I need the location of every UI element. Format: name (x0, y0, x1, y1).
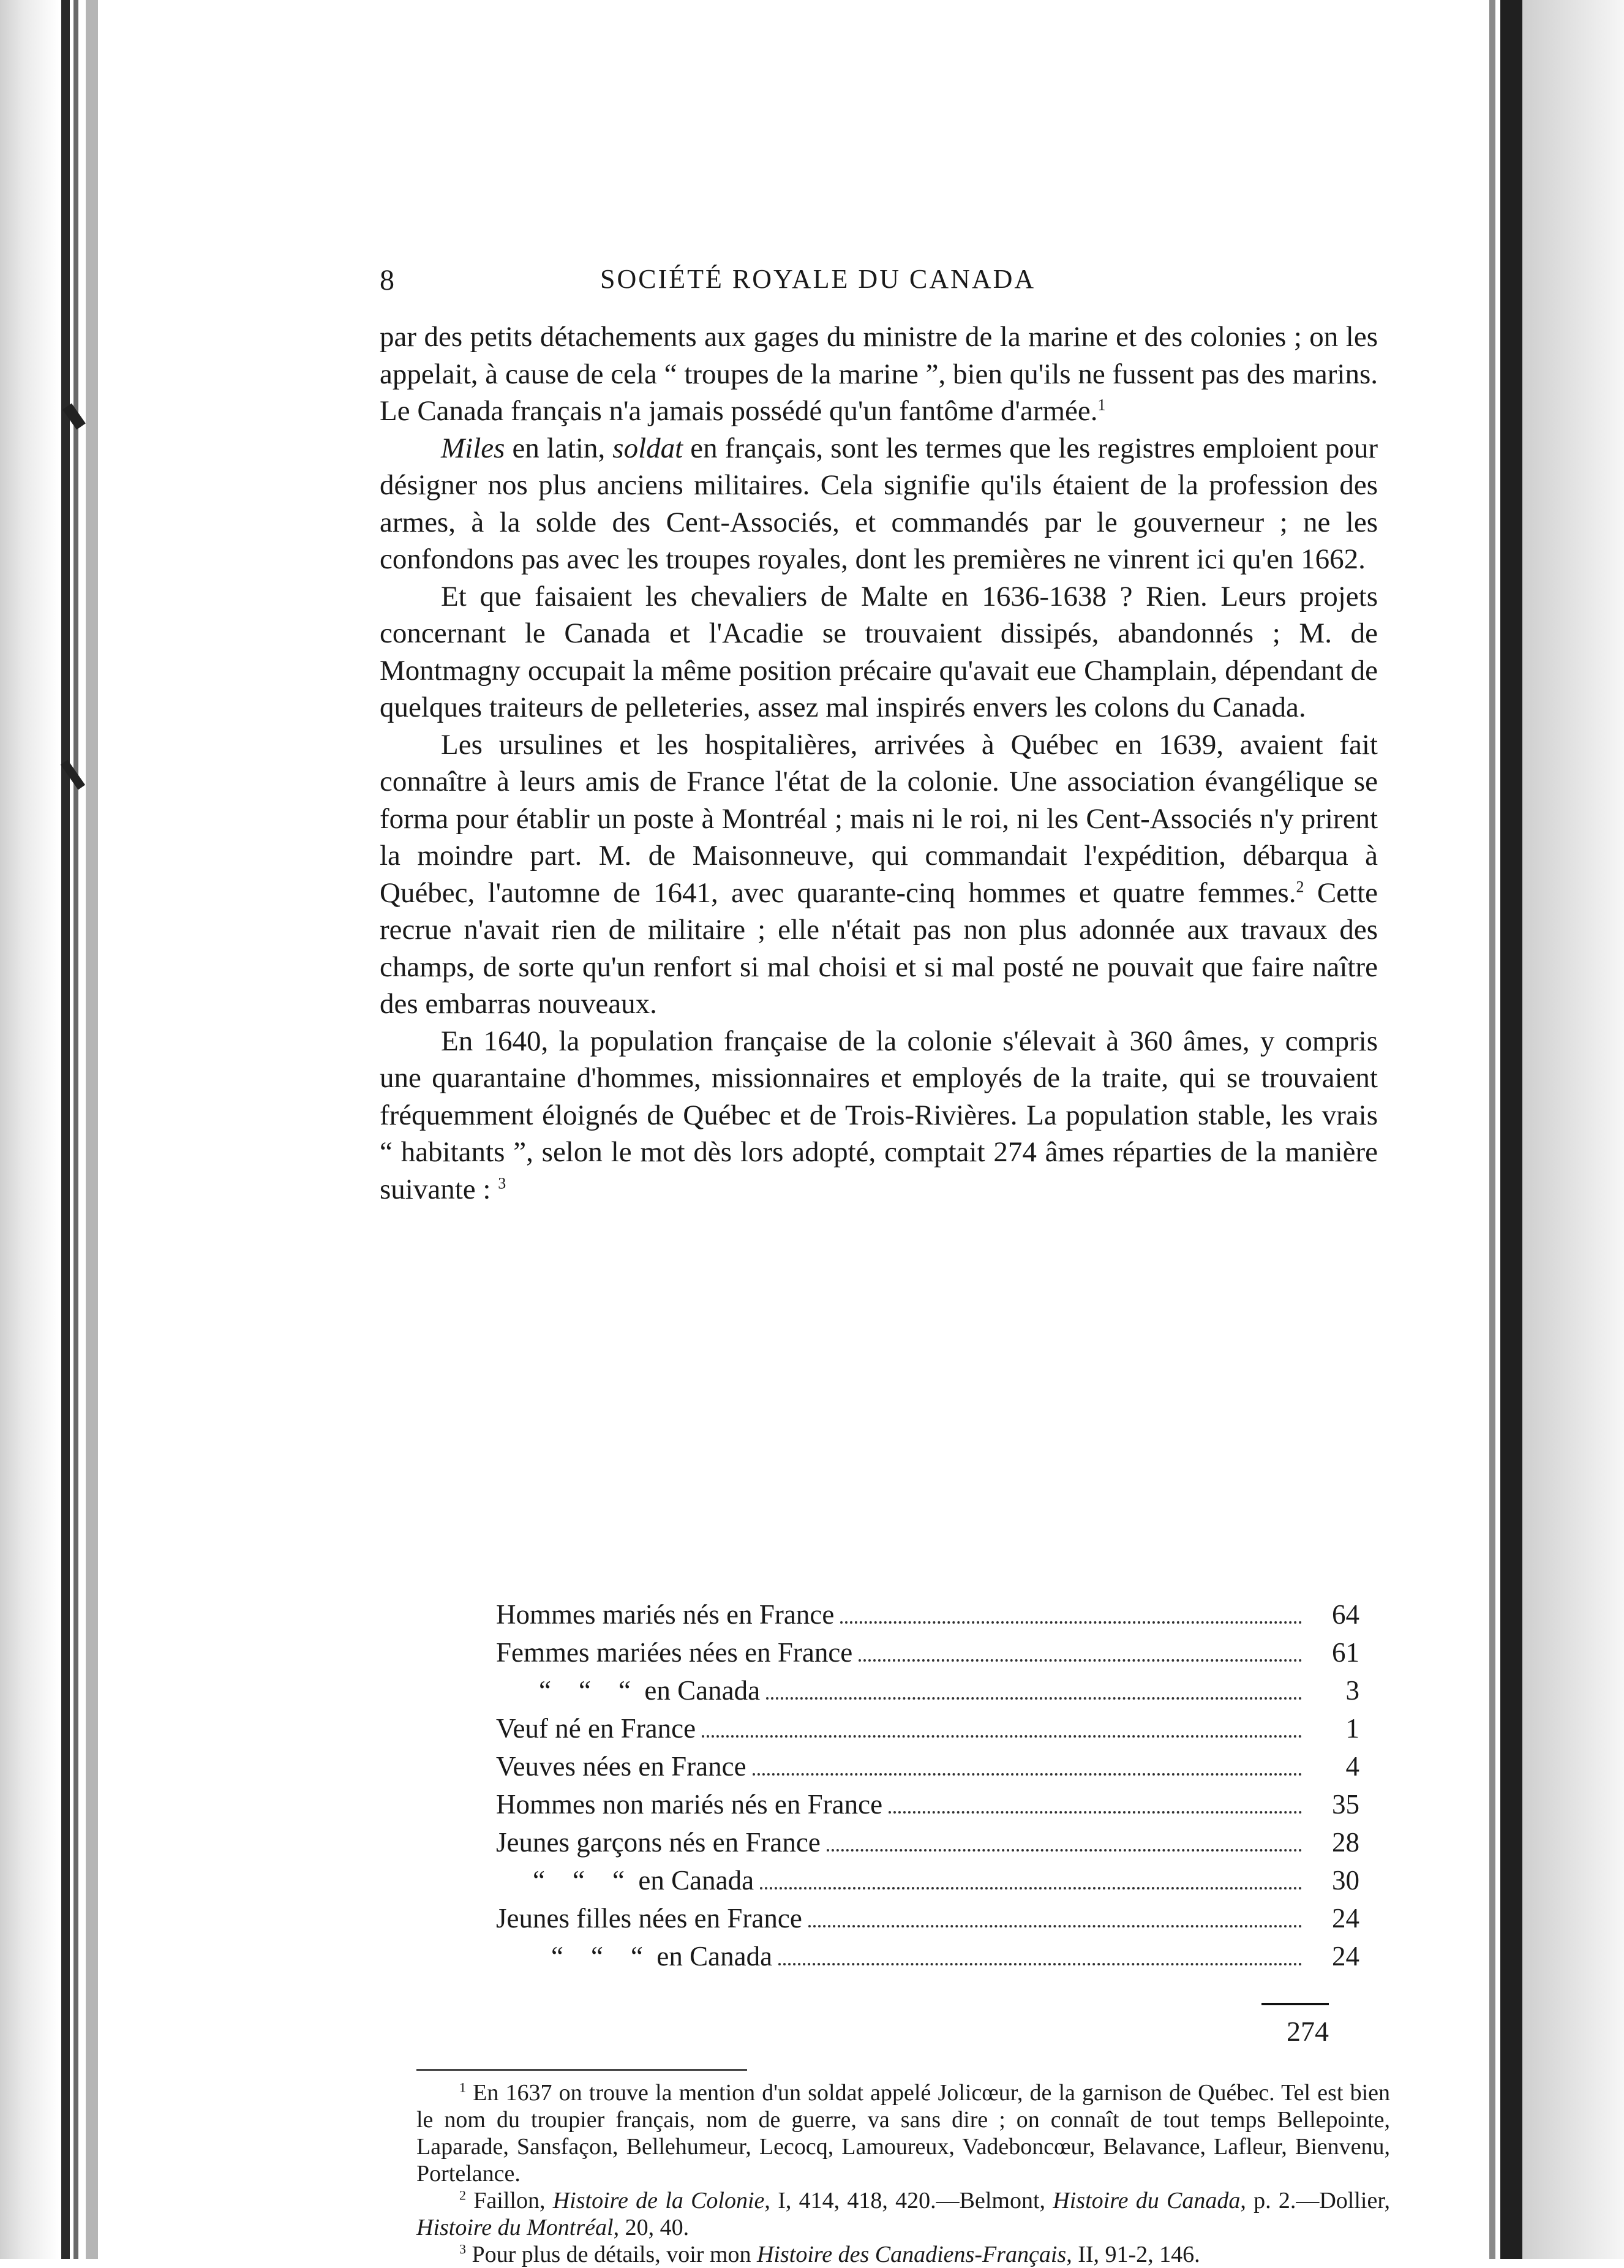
dot-leader (753, 1773, 1302, 1776)
total-rule (1261, 2003, 1329, 2005)
footnote-ref: 1 (1097, 396, 1106, 414)
cited-title: Histoire de la Colonie (552, 2188, 765, 2213)
footnote-text: , 20, 40. (613, 2215, 690, 2240)
row-value: 4 (1345, 1751, 1359, 1782)
dot-leader (889, 1811, 1302, 1814)
footnote-mark: 2 (459, 2187, 466, 2203)
paragraph-text: En 1640, la population française de la colonie s'élevait à 360 âmes, y compris une quarantaine d'hommes, missionnaires et employés de la traite, qui se trouvaient fréquemment éloignés de Québec et de Trois-Rivières. La population stable, les vrais “ habitants ”, selon le mot dès lors adopté, comptait 274 âmes réparties de la manière suivante : (380, 1025, 1378, 1205)
scan-edge-left-dark (61, 0, 70, 2259)
paragraph-text: en français, sont les termes que les registres emploient pour désigner nos plus anciens militaires. Cela signifie qu'ils étaient de la profession des armes, à la solde des Cent-Associés, et commandés par le gouverneur ; ne les confondons pas avec les troupes royales, dont les premières ne vinrent ici qu'en 1662. (380, 432, 1378, 575)
dot-leader (840, 1621, 1302, 1624)
scan-edge-left (0, 0, 58, 2259)
table-row (496, 1788, 1359, 1826)
dot-leader (760, 1887, 1302, 1889)
italic-term: Miles (441, 432, 505, 464)
paragraph (380, 318, 1378, 430)
footnote (416, 2241, 1390, 2268)
dot-leader (808, 1925, 1302, 1927)
paragraph-text: Et que faisaient les chevaliers de Malte en 1636-1638 ? Rien. Leurs projets concernant le Canada et l'Acadie se trouvaient dissipés, abandonnés ; M. de Montmagny occupait la même position précaire qu'avait eue Champlain, dépendant de quelques traiteurs de pelleteries, assez mal inspirés envers les colons du Canada. (380, 580, 1378, 723)
italic-term: soldat (612, 432, 683, 464)
footnote-text: Pour plus de détails, voir mon (466, 2242, 757, 2267)
cited-title: Histoire du Montréal (416, 2215, 614, 2240)
row-label: Hommes non mariés nés en France (496, 1789, 883, 1820)
footnote-rule (416, 2069, 747, 2071)
scan-edge-left-grey (86, 0, 98, 2259)
table-row (496, 1940, 1359, 1978)
row-label: “ “ “ en Canada (551, 1941, 773, 1972)
footnote-text: , I, 414, 418, 420.—Belmont, (764, 2188, 1053, 2213)
row-value: 1 (1345, 1713, 1359, 1744)
row-label: “ “ “ en Canada (533, 1865, 754, 1896)
cited-title: Histoire du Canada (1053, 2188, 1241, 2213)
dot-leader (778, 1963, 1302, 1965)
row-label: Femmes mariées nées en France (496, 1637, 853, 1668)
paragraph-text: en latin, (505, 432, 613, 464)
row-label: Jeunes filles nées en France (496, 1903, 802, 1934)
paragraph-text: par des petits détachements aux gages du ministre de la marine et des colonies ; on les appelait, à cause de cela “ troupes de la marine ”, bien qu'ils ne fussent pas des marins. Le Canada français n'a jamais possédé qu'un fantôme d'armée. (380, 321, 1378, 427)
table-row (496, 1599, 1359, 1637)
table-row (496, 1902, 1359, 1940)
book-page (380, 263, 1390, 2267)
dot-leader (859, 1659, 1302, 1662)
table-row (496, 1826, 1359, 1864)
row-label: Jeunes garçons nés en France (496, 1827, 821, 1858)
dot-leader (702, 1735, 1302, 1738)
page-header (380, 263, 1378, 306)
paragraph (380, 578, 1378, 726)
row-label: Veuves nées en France (496, 1751, 746, 1782)
footnote (416, 2079, 1390, 2187)
running-title: SOCIÉTÉ ROYALE DU CANADA (600, 264, 1036, 294)
paragraph (380, 430, 1378, 578)
cited-title: Histoire des Canadiens-Français (756, 2242, 1067, 2267)
row-value: 28 (1332, 1827, 1359, 1858)
scan-edge-right-dark (1500, 0, 1522, 2259)
table-row (496, 1750, 1359, 1788)
table-row (496, 1864, 1359, 1902)
row-value: 3 (1345, 1675, 1359, 1706)
row-label: Hommes mariés nés en France (496, 1599, 835, 1630)
paragraph (380, 726, 1378, 1023)
row-label: “ “ “ en Canada (539, 1675, 761, 1706)
paragraph-text: Cette recrue n'avait rien de militaire ; elle n'était pas non plus adonnée aux travaux des champs, de sorte qu'un renfort si mal choisi et si mal posté ne pouvait que faire naître des embarras nouveaux. (380, 876, 1378, 1020)
footnote-text: , p. 2.—Dollier, (1240, 2188, 1390, 2213)
scan-edge-left-line (73, 0, 78, 2259)
paragraph-text: Les ursulines et les hospitalières, arrivées à Québec en 1639, avaient fait connaître à leurs amis de France l'état de la colonie. Une association évangélique se forma pour établir un poste à Montréal ; mais ni le roi, ni les Cent-Associés n'y prirent la moindre part. M. de Maisonneuve, qui commandait l'expédition, débarqua à Québec, l'automne de 1641, avec quarante-cinq hommes et quatre femmes. (380, 728, 1378, 909)
footnote-ref: 3 (498, 1174, 506, 1192)
row-label: Veuf né en France (496, 1713, 696, 1744)
row-value: 61 (1332, 1637, 1359, 1668)
row-value: 35 (1332, 1789, 1359, 1820)
footnote-text: , II, 91-2, 146. (1066, 2242, 1200, 2267)
table-row (496, 1637, 1359, 1675)
row-value: 64 (1332, 1599, 1359, 1630)
footnote-mark: 3 (459, 2241, 466, 2257)
row-value: 24 (1332, 1941, 1359, 1972)
body-text (380, 318, 1378, 1208)
footnote-text: Faillon, (466, 2188, 553, 2213)
row-value: 24 (1332, 1903, 1359, 1934)
footnote-ref: 2 (1296, 877, 1304, 895)
footnote-text: En 1637 on trouve la mention d'un soldat appelé Jolicœur, de la garnison de Québec. Tel est bien le nom du troupier français, nom de guerre, va sans dire ; on connaît de tout temps Bellepointe, Laparade, Sansfaçon, Bellehumeur, Lecocq, Lamoureux, Vadeboncœur, Belavance, Lafleur, Bienvenu, Portelance. (416, 2080, 1390, 2187)
table-row (496, 1675, 1359, 1712)
dot-leader (766, 1697, 1302, 1700)
row-value: 30 (1332, 1865, 1359, 1896)
footnotes (416, 2079, 1390, 2268)
footnote (416, 2187, 1390, 2241)
table-row (496, 1712, 1359, 1750)
footnote-mark: 1 (459, 2079, 466, 2095)
scan-edge-right (1522, 0, 1624, 2259)
table-total: 274 (1287, 2016, 1329, 2047)
paragraph (380, 1023, 1378, 1208)
dot-leader (827, 1849, 1302, 1852)
page-number: 8 (380, 264, 394, 296)
population-table (496, 1599, 1359, 1978)
scan-edge-right-line (1489, 0, 1495, 2259)
